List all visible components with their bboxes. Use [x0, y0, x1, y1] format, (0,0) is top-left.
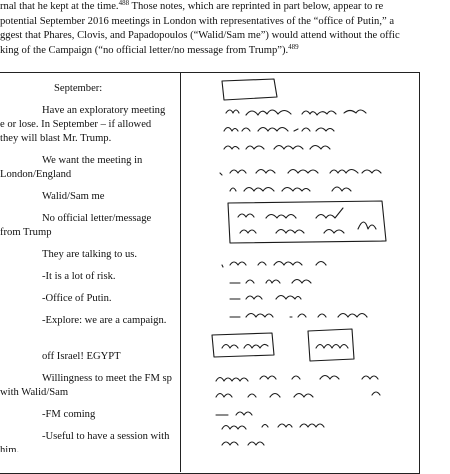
intro-line: ggest that Phares, Clovis, and Papadopoulos (“Walid/Sam me”) would attend without the offic	[0, 30, 400, 41]
typed-line: London/England	[0, 169, 72, 180]
typed-line: Have an exploratory meeting	[42, 105, 166, 116]
intro-line: rnal that he kept at the time.$^{488}$ Those notes, which are reprinted in part below, appear to re	[0, 0, 384, 12]
typed-line: off Israel! EGYPT	[42, 351, 121, 362]
typed-line: -Useful to have a session with	[42, 431, 170, 442]
typed-line: Willingness to meet the FM sp	[42, 373, 172, 384]
typed-line: -FM coming	[42, 409, 96, 420]
typed-line: Walid/Sam me	[42, 191, 105, 202]
typed-line: from Trump	[0, 227, 52, 238]
intro-line: king of the Campaign (“no official letter/no message from Trump”).$^{489}$	[0, 42, 299, 56]
intro-line: potential September 2016 meetings in London with representatives of the “office of Putin,” a	[0, 15, 395, 27]
typed-notes-column	[0, 72, 180, 452]
typed-line: -Office of Putin.	[42, 293, 112, 304]
typed-line: No official letter/message	[42, 213, 152, 224]
typed-line: e or lose. In September – if allowed	[0, 119, 152, 130]
typed-line: September:	[54, 83, 103, 94]
footnote-ref: 488	[118, 0, 130, 7]
column-divider	[180, 72, 181, 472]
typed-line: him.	[0, 445, 20, 452]
typed-line: We want the meeting in	[42, 155, 143, 166]
typed-line: they will blast Mr. Trump.	[0, 133, 112, 144]
intro-paragraph	[0, 0, 450, 68]
footnote-ref: 489	[288, 42, 299, 51]
typed-line: -It is a lot of risk.	[42, 271, 116, 282]
handwritten-notes-image	[182, 73, 422, 450]
typed-line: with Walid/Sam	[0, 387, 69, 398]
handwriting-drawing	[182, 73, 422, 450]
typed-line: They are talking to us.	[42, 249, 138, 260]
typed-line: -Explore: we are a campaign.	[42, 315, 167, 326]
